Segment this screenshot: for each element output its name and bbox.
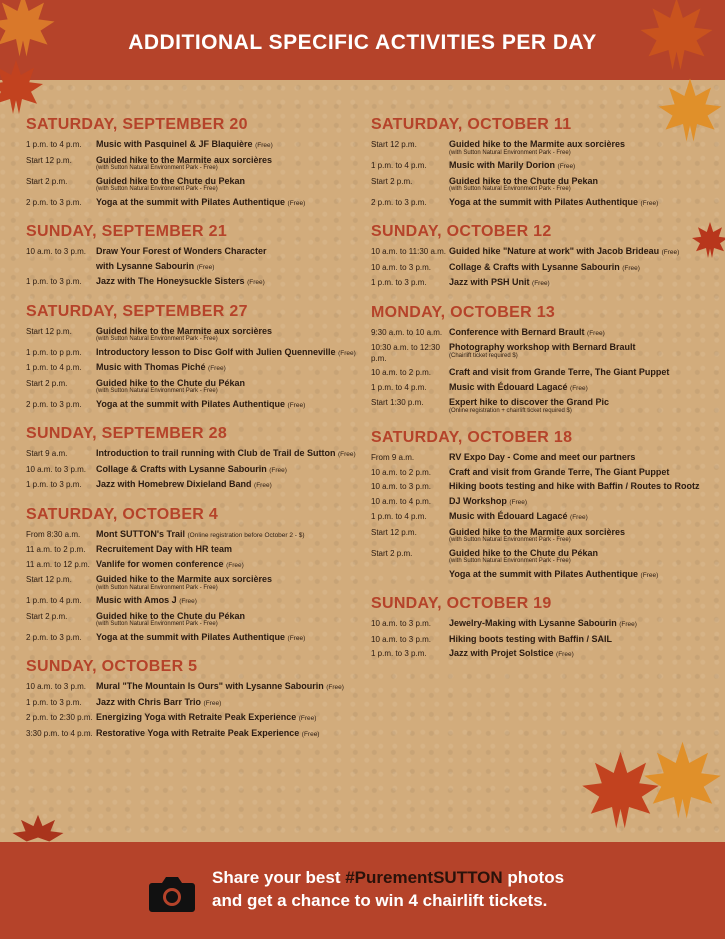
activity-description <box>449 618 637 631</box>
activity-name: Introductory lesson to Disc Golf with Julien Quenneville <box>96 346 336 357</box>
activity-subnote: (with Sutton Natural Environment Park - Free) <box>96 388 218 394</box>
activity-name: Music with Édouard Lagacé <box>449 381 568 392</box>
activity-price-note: (Free) <box>269 466 287 474</box>
day-title: SUNDAY, SEPTEMBER 28 <box>26 425 228 442</box>
activity-time: 10 a.m. to 3 p.m. <box>26 247 87 256</box>
activity-time: 1 p.m. to p p.m. <box>26 347 82 357</box>
activity-price-note: (Free) <box>557 163 576 170</box>
activity-price-note: (Free) <box>587 329 605 337</box>
activity-time: From 9 a.m. <box>371 453 415 462</box>
activity-name: Mural "The Mountain Is Ours" with Lysanne Sabourin <box>96 681 324 691</box>
activity-name: Energizing Yoga with Retraite Peak Experience <box>96 712 297 722</box>
activity-name: Guided hike to the Marmite aux sorcières <box>449 526 626 537</box>
activity-time: 11 a.m. to 12 p.m. <box>26 559 90 569</box>
day-section <box>26 425 358 492</box>
activity-description <box>96 728 319 741</box>
maple-leaf-icon <box>640 715 725 845</box>
activity-row <box>26 464 358 477</box>
activity-row <box>371 327 706 340</box>
activity-price-note: (Free) <box>287 199 306 207</box>
activity-time: Start 2 p.m. <box>371 548 413 558</box>
activity-price-note: (Free) <box>226 561 244 569</box>
day-title: SUNDAY, OCTOBER 19 <box>371 595 552 612</box>
activity-price-note: (Free) <box>326 684 344 691</box>
activity-time: Start 12 p.m. <box>26 326 72 336</box>
day-title: SATURDAY, OCTOBER 11 <box>371 116 572 133</box>
activity-price-note: (Free) <box>509 498 528 506</box>
activity-time: 10 a.m. to 3 p.m. <box>26 682 87 691</box>
day-section <box>371 595 706 661</box>
activity-price-note: (Free) <box>570 384 588 392</box>
activity-time: 2 p.m. to 3 p.m. <box>26 197 82 207</box>
activity-time <box>26 261 96 262</box>
activity-name: Photography workshop with Bernard Brault <box>449 342 636 352</box>
activity-row <box>26 697 358 710</box>
activity-name: Music with Édouard Lagacé <box>449 511 568 521</box>
activity-time: 10 a.m. to 3 p.m. <box>371 619 432 628</box>
day-section <box>26 506 358 645</box>
activity-price-note: (Free) <box>298 715 317 722</box>
activity-price-note: (Free) <box>203 699 222 707</box>
activity-name: Guided hike to the Chute du Pekan <box>449 175 599 186</box>
activity-description <box>96 155 272 173</box>
activity-row <box>26 728 358 741</box>
activity-price-note: (Free) <box>338 451 356 458</box>
activity-description <box>96 479 272 492</box>
activity-row <box>371 246 706 259</box>
activity-time: Start 2 p.m. <box>371 176 413 186</box>
activity-row <box>26 574 358 592</box>
activity-row <box>26 559 358 572</box>
activity-row <box>371 139 706 157</box>
maple-leaf-icon <box>8 812 68 846</box>
activity-name: Yoga at the summit with Pilates Authentique <box>96 196 286 207</box>
activity-description <box>96 681 344 694</box>
activity-time: 10 a.m. to 11:30 a.m. <box>371 247 447 256</box>
activity-row <box>26 529 358 542</box>
day-title: SUNDAY, SEPTEMBER 21 <box>26 223 228 240</box>
day-title: SUNDAY, OCTOBER 5 <box>26 658 198 675</box>
activity-subnote: (with Sutton Natural Environment Park - Free) <box>96 336 218 342</box>
activity-name: DJ Workshop <box>449 495 507 506</box>
activity-price-note: (Free) <box>532 280 550 287</box>
day-section <box>371 116 706 209</box>
activity-name: Jazz with Homebrew Dixieland Band <box>96 479 252 489</box>
activity-description <box>449 139 625 157</box>
activity-time: 1 p.m. to 3 p.m. <box>26 480 82 489</box>
activity-name: Guided hike to the Chute du Pékan <box>96 377 246 388</box>
activity-description <box>449 569 658 582</box>
activity-price-note: (Free) <box>622 264 640 272</box>
day-title: SATURDAY, SEPTEMBER 27 <box>26 302 248 320</box>
activity-description <box>449 467 669 478</box>
activity-row <box>371 618 706 631</box>
activity-price-note: (Free) <box>254 482 272 489</box>
activity-time: 1 p.m. to 3 p.m. <box>26 277 82 286</box>
day-title: SUNDAY, OCTOBER 12 <box>371 223 552 240</box>
maple-leaf-icon <box>578 735 663 845</box>
activity-row <box>26 155 358 173</box>
activity-name: Guided hike to the Chute du Pékan <box>449 547 599 558</box>
activity-description <box>449 367 669 378</box>
activity-price-note: (Online registration before October 2 - $) <box>187 531 305 539</box>
share-message <box>212 866 632 912</box>
activity-time: Start 12 p.m. <box>26 155 72 165</box>
activity-description <box>449 342 636 360</box>
activity-row <box>371 176 706 194</box>
activity-row <box>371 481 706 493</box>
activity-time: 1 p.m. to 4 p.m. <box>26 140 82 149</box>
activity-time: 10 a.m. to 3 p.m. <box>26 464 87 474</box>
activity-price-note: (Free) <box>338 349 356 357</box>
activity-name: Hiking boots testing with Baffin / SAIL <box>449 633 612 644</box>
activity-description <box>96 448 356 461</box>
activity-price-note: (Free) <box>640 199 659 207</box>
activity-name: Jazz with Chris Barr Trio <box>96 696 202 707</box>
activity-description <box>96 697 221 710</box>
activity-time: Start 12 p.m. <box>371 527 417 537</box>
activity-description <box>449 382 588 395</box>
activity-time: 2 p.m. to 3 p.m. <box>26 632 82 642</box>
activity-row <box>371 197 706 210</box>
activity-row <box>26 681 358 694</box>
activity-name: Restorative Yoga with Retraite Peak Experience <box>96 727 300 738</box>
activity-name: Expert hike to discover the Grand Pic <box>449 397 610 407</box>
activity-time: 10 a.m. to 2 p.m. <box>371 368 432 377</box>
activity-name: Guided hike to the Marmite aux sorcières <box>96 574 273 584</box>
activity-name: Music with Amos J <box>96 595 177 605</box>
activity-time: 1 p.m. to 4 p.m. <box>371 161 427 170</box>
activity-row <box>26 611 358 629</box>
activity-row <box>371 548 706 566</box>
activity-name: Craft and visit from Grande Terre, The Giant Puppet <box>449 367 670 377</box>
activity-time: 1 p.m. to 3 p.m. <box>371 649 427 658</box>
activity-description <box>96 464 287 477</box>
activity-description <box>96 246 267 257</box>
activity-subnote: (with Sutton Natural Environment Park - Free) <box>96 165 218 171</box>
activity-subnote: (with Sutton Natural Environment Park - Free) <box>449 537 571 543</box>
activity-row <box>26 276 358 289</box>
activity-row <box>26 197 358 210</box>
activity-description <box>96 611 245 629</box>
activity-time <box>371 569 449 570</box>
activity-row <box>371 367 706 379</box>
activity-time: 2 p.m. to 3 p.m. <box>26 399 82 409</box>
activity-time: Start 2 p.m. <box>26 378 68 388</box>
activity-time: Start 2 p.m. <box>26 176 68 186</box>
share-line-1: Share your best #PurementSUTTON photos <box>212 868 565 887</box>
activity-name: with Lysanne Sabourin <box>96 260 195 271</box>
activity-description <box>449 197 658 210</box>
activity-row <box>26 595 358 608</box>
activity-name: Collage & Crafts with Lysanne Sabourin <box>449 261 620 272</box>
activity-description <box>96 632 305 645</box>
activity-row <box>371 511 706 524</box>
activity-name: Craft and visit from Grande Terre, The Giant Puppet <box>449 466 670 477</box>
activity-time: 10 a.m. to 2 p.m. <box>371 467 432 477</box>
activity-description <box>96 362 226 375</box>
activity-description <box>449 648 574 661</box>
activity-description <box>96 574 272 592</box>
activity-time: Start 9 a.m. <box>26 449 68 458</box>
activity-name: Draw Your Forest of Wonders Character <box>96 246 267 256</box>
activity-description <box>449 246 679 259</box>
activity-description <box>449 481 700 492</box>
activity-subnote: (with Sutton Natural Environment Park - Free) <box>96 584 218 591</box>
activity-price-note: (Free) <box>570 514 588 521</box>
day-section <box>26 658 358 740</box>
activity-row <box>26 261 358 274</box>
activity-time: 1 p.m. to 4 p.m. <box>371 382 427 392</box>
activity-name: Guided hike "Nature at work" with Jacob Brideau <box>449 246 660 256</box>
activity-time: 1 p.m. to 4 p.m. <box>26 363 82 372</box>
activity-description <box>449 511 588 524</box>
activity-price-note: (Free) <box>255 142 273 149</box>
activity-row <box>371 569 706 582</box>
activity-time: 2 p.m. to 3 p.m. <box>371 197 427 207</box>
activity-time: 2 p.m. to 2:30 p.m. <box>26 713 93 722</box>
activity-name: Jazz with PSH Unit <box>449 277 530 287</box>
activity-description <box>96 559 244 572</box>
activity-row <box>371 452 706 464</box>
header-banner <box>0 0 725 80</box>
activity-description <box>449 176 598 194</box>
activity-description <box>96 139 273 152</box>
activity-price-note: (Free) <box>179 598 197 605</box>
activity-subnote: (with Sutton Natural Environment Park - Free) <box>96 621 218 627</box>
activity-description <box>96 326 272 344</box>
day-title: SATURDAY, OCTOBER 4 <box>26 505 219 523</box>
activity-time: 1 p.m. to 4 p.m. <box>371 512 427 521</box>
activity-name: Music with Pasquinel & JF Blaquière <box>96 139 253 149</box>
day-section <box>371 304 706 416</box>
activity-description <box>449 262 640 275</box>
activity-price-note: (Free) <box>619 621 637 628</box>
activity-name: Jazz with Projet Solstice <box>449 648 554 658</box>
activity-row <box>26 399 358 412</box>
activity-row <box>26 712 358 725</box>
activity-description <box>96 712 316 725</box>
activity-time: 1 p.m. to 3 p.m. <box>371 278 427 287</box>
hashtag[interactable]: #PurementSUTTON <box>345 868 503 887</box>
day-title: SATURDAY, SEPTEMBER 20 <box>26 116 248 133</box>
activity-row <box>371 527 706 545</box>
activity-description <box>449 452 635 463</box>
activity-price-note: (Free) <box>247 279 265 286</box>
activity-name: Hiking boots testing and hike with Baffin / Routes to Rootz <box>449 481 700 491</box>
activity-price-note: (Free) <box>661 249 680 256</box>
activity-time: 10 a.m. to 4 p.m. <box>371 496 432 506</box>
activity-row <box>371 648 706 661</box>
activity-time: 10 a.m. to 3 p.m. <box>371 482 432 491</box>
activity-row <box>26 362 358 375</box>
activity-time: 1 p.m. to 4 p.m. <box>26 596 82 605</box>
activity-name: Introduction to trail running with Club de Trail de Sutton <box>96 448 336 458</box>
activity-name: Yoga at the summit with Pilates Authentique <box>96 631 286 642</box>
activity-name: Guided hike to the Marmite aux sorcières <box>449 139 626 149</box>
activity-time: 10 a.m. to 3 p.m. <box>371 262 432 272</box>
day-section <box>26 223 358 289</box>
activity-price-note: (Free) <box>287 634 306 642</box>
activity-description <box>96 176 245 194</box>
activity-description <box>449 277 550 290</box>
activity-subnote: (with Sutton Natural Environment Park - Free) <box>449 149 571 156</box>
activity-name: Guided hike to the Chute du Pékan <box>96 610 246 621</box>
activity-row <box>26 176 358 194</box>
activity-row <box>371 382 706 395</box>
activity-row <box>371 496 706 509</box>
activity-name: Guided hike to the Marmite aux sorcières <box>96 154 273 165</box>
camera-icon <box>148 873 196 913</box>
activity-description <box>96 197 305 210</box>
activity-name: Guided hike to the Chute du Pekan <box>96 175 246 186</box>
activity-description <box>96 261 214 274</box>
activity-description <box>96 276 265 289</box>
activity-description <box>96 544 232 555</box>
activity-row <box>26 632 358 645</box>
activity-name: Music with Marily Dorion <box>449 160 556 170</box>
schedule-column-right <box>371 116 706 675</box>
activity-name: Recruitement Day with HR team <box>96 544 233 554</box>
activity-price-note: (Free) <box>301 730 320 738</box>
activity-row <box>26 544 358 556</box>
activity-row <box>371 262 706 275</box>
activity-description <box>449 496 527 509</box>
activity-time: Start 12 p.m. <box>26 575 72 584</box>
activity-description <box>449 634 612 645</box>
activity-time: Start 12 p.m. <box>371 140 417 149</box>
activity-name: Mont SUTTON's Trail <box>96 528 185 539</box>
activity-subnote: (with Sutton Natural Environment Park - Free) <box>96 186 218 192</box>
activity-time: Start 1:30 p.m. <box>371 398 424 407</box>
activity-description <box>96 378 245 396</box>
day-title: MONDAY, OCTOBER 13 <box>371 303 556 321</box>
activity-description <box>96 399 305 412</box>
activity-name: Jazz with The Honeysuckle Sisters <box>96 276 245 286</box>
activity-name: Jewelry-Making with Lysanne Sabourin <box>449 618 617 628</box>
activity-time: 10 a.m. to 3 p.m. <box>371 634 432 644</box>
activity-name: Yoga at the summit with Pilates Authentique <box>96 398 286 409</box>
activity-name: Yoga at the summit with Pilates Authentique <box>449 568 639 579</box>
activity-row <box>26 378 358 396</box>
activity-time: 1 p.m. to 3 p.m. <box>26 697 82 707</box>
day-section <box>371 429 706 581</box>
activity-subnote: (Online registration + chairlift ticket required $) <box>449 407 572 414</box>
activity-name: Yoga at the summit with Pilates Authentique <box>449 196 639 207</box>
activity-row <box>371 397 706 415</box>
activity-time: 10:30 a.m. to 12:30 p.m. <box>371 343 440 363</box>
activity-row <box>26 448 358 461</box>
schedule-column-left <box>26 116 358 754</box>
activity-row <box>371 342 706 364</box>
activity-time: 9:30 a.m. to 10 a.m. <box>371 327 443 337</box>
activity-name: Music with Thomas Piché <box>96 362 206 372</box>
activity-row <box>26 479 358 492</box>
activity-description <box>96 529 305 542</box>
activity-description <box>449 397 609 415</box>
activity-price-note: (Free) <box>196 263 215 271</box>
activity-description <box>96 347 356 360</box>
day-title: SATURDAY, OCTOBER 18 <box>371 429 573 446</box>
day-section <box>26 116 358 209</box>
share-line-2: and get a chance to win 4 chairlift tickets. <box>212 891 548 910</box>
page-title: ADDITIONAL SPECIFIC ACTIVITIES PER DAY <box>128 31 597 54</box>
activity-time: From 8:30 a.m. <box>26 529 81 539</box>
activity-price-note: (Free) <box>556 651 574 658</box>
activity-description <box>449 160 575 173</box>
activity-description <box>449 548 598 566</box>
activity-description <box>96 595 197 608</box>
activity-time: 3:30 p.m. to 4 p.m. <box>26 728 93 738</box>
activity-row <box>371 467 706 479</box>
activity-name: Collage & Crafts with Lysanne Sabourin <box>96 463 267 474</box>
activity-subnote: (with Sutton Natural Environment Park - Free) <box>449 186 571 192</box>
activity-row <box>371 277 706 290</box>
activity-name: Vanlife for women conference <box>96 558 224 569</box>
day-section <box>26 303 358 412</box>
activity-row <box>371 160 706 173</box>
activity-price-note: (Free) <box>208 365 226 372</box>
activity-description <box>449 327 605 340</box>
activity-name: Guided hike to the Marmite aux sorcières <box>96 325 273 336</box>
activity-name: Conference with Bernard Brault <box>449 326 585 337</box>
activity-subnote: (with Sutton Natural Environment Park - Free) <box>449 558 571 564</box>
activity-row <box>26 139 358 152</box>
activity-price-note: (Free) <box>287 401 306 409</box>
activity-row <box>26 326 358 344</box>
day-section <box>371 223 706 290</box>
activity-row <box>26 246 358 258</box>
activity-time: Start 2 p.m. <box>26 611 68 621</box>
activity-description <box>449 527 625 545</box>
activity-row <box>371 634 706 646</box>
activity-name: RV Expo Day - Come and meet our partners <box>449 452 636 462</box>
activity-price-note: (Free) <box>640 571 659 579</box>
activity-subnote: (Chairlift ticket required $) <box>449 352 518 359</box>
activity-row <box>26 347 358 360</box>
activity-time: 11 a.m. to 2 p.m. <box>26 545 86 554</box>
